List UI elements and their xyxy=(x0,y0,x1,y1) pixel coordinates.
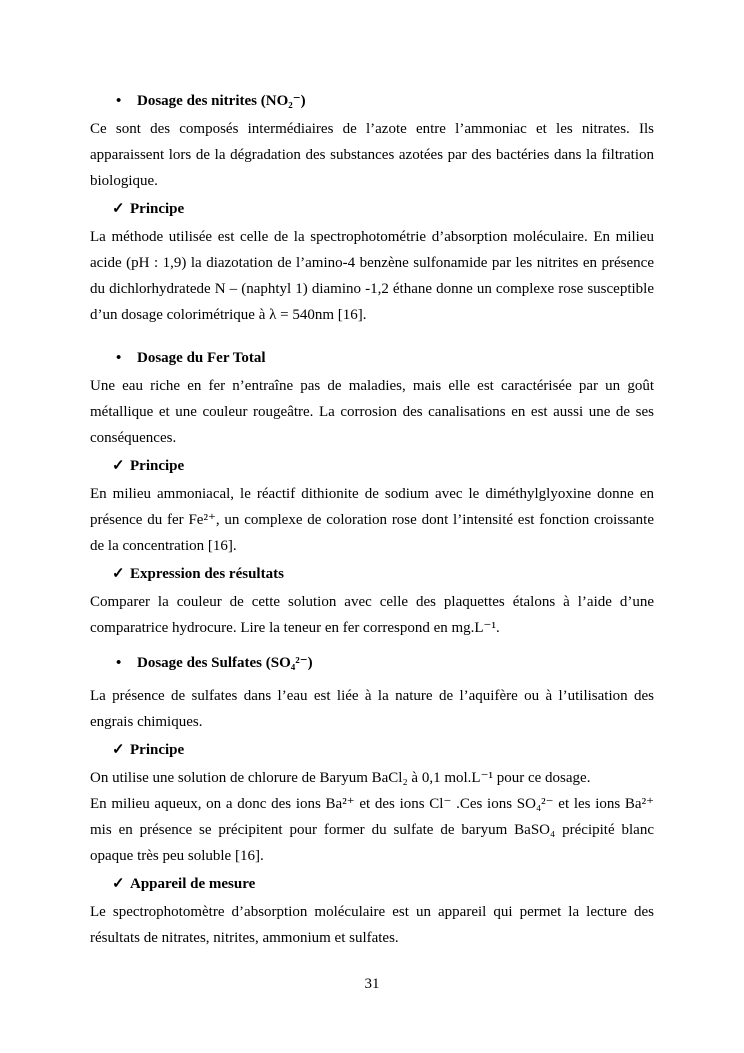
heading-text: Appareil de mesure xyxy=(130,876,256,892)
paragraph-fer-principe: En milieu ammoniacal, le réactif dithionite de sodium avec le diméthylglyoxine donne en présence du fer Fe²⁺, un complexe de coloration rose dont l’intensité est fonction croissante de la concentration [16]. xyxy=(90,486,654,554)
paragraph-nitrites-intro: Ce sont des composés intermédiaires de l’azote entre l’ammoniac et les nitrates. Ils apparaissent lors de la dégradation des substances azotées par des bactéries dans la filtration biologique. xyxy=(90,121,654,189)
heading-text: Principe xyxy=(130,201,185,217)
heading-text: Dosage des nitrites (NO₂⁻) xyxy=(137,93,306,109)
paragraph-nitrites-principe: La méthode utilisée est celle de la spectrophotométrie d’absorption moléculaire. En milieu acide (pH : 1,9) la diazotation de l’amino-4 benzène sulfonamide par les nitrites en présence du dichlorhydratede N – (naphtyl 1) diamino -1,2 éthane donne un complexe rose susceptible d’un dosage colorimétrique à λ = 540nm [16]. xyxy=(90,229,654,323)
section-sulfates xyxy=(90,650,654,951)
heading-dosage-sulfates xyxy=(90,650,654,676)
section-fer xyxy=(90,345,654,641)
check-icon: ✓ xyxy=(112,201,125,217)
paragraph-fer-intro: Une eau riche en fer n’entraîne pas de maladies, mais elle est caractérisée par un goût métallique et une couleur rougeâtre. La corrosion des canalisations en est aussi une de ses conséquences. xyxy=(90,378,654,446)
check-icon: ✓ xyxy=(112,876,125,892)
heading-nitrites-principe xyxy=(90,196,654,222)
heading-text: Dosage des Sulfates (SO₄²⁻) xyxy=(137,655,313,671)
heading-fer-expression xyxy=(90,561,654,587)
heading-text: Dosage du Fer Total xyxy=(137,350,266,366)
bullet-icon: • xyxy=(116,655,122,671)
heading-dosage-nitrites xyxy=(90,88,654,114)
check-icon: ✓ xyxy=(112,742,125,758)
bullet-icon: • xyxy=(116,350,122,366)
paragraph-sulfates-intro: La présence de sulfates dans l’eau est liée à la nature de l’aquifère ou à l’utilisation des engrais chimiques. xyxy=(90,688,654,730)
heading-text: Principe xyxy=(130,458,185,474)
heading-text: Expression des résultats xyxy=(130,566,284,582)
paragraph-sulfates-principe-2: En milieu aqueux, on a donc des ions Ba²⁺ et des ions Cl⁻ .Ces ions SO₄²⁻ et les ions Ba²⁺ mis en présence se précipitent pour former du sulfate de baryum BaSO₄ précipité blanc opaque très peu soluble [16]. xyxy=(90,796,654,864)
heading-sulfates-principe xyxy=(90,737,654,763)
heading-dosage-fer xyxy=(90,345,654,371)
check-icon: ✓ xyxy=(112,458,125,474)
page-number: 31 xyxy=(364,976,380,992)
paragraph-sulfates-principe-1: On utilise une solution de chlorure de Baryum BaCl₂ à 0,1 mol.L⁻¹ pour ce dosage. xyxy=(90,770,591,786)
check-icon: ✓ xyxy=(112,566,125,582)
paragraph-fer-expression: Comparer la couleur de cette solution avec celle des plaquettes étalons à l’aide d’une comparatrice hydrocure. Lire la teneur en fer correspond en mg.L⁻¹. xyxy=(90,594,654,636)
heading-fer-principe xyxy=(90,453,654,479)
heading-sulfates-appareil xyxy=(90,871,654,897)
heading-text: Principe xyxy=(130,742,185,758)
section-nitrites xyxy=(90,88,654,328)
paragraph-sulfates-appareil: Le spectrophotomètre d’absorption moléculaire est un appareil qui permet la lecture des résultats de nitrates, nitrites, ammonium et sulfates. xyxy=(90,904,654,946)
bullet-icon: • xyxy=(116,93,122,109)
